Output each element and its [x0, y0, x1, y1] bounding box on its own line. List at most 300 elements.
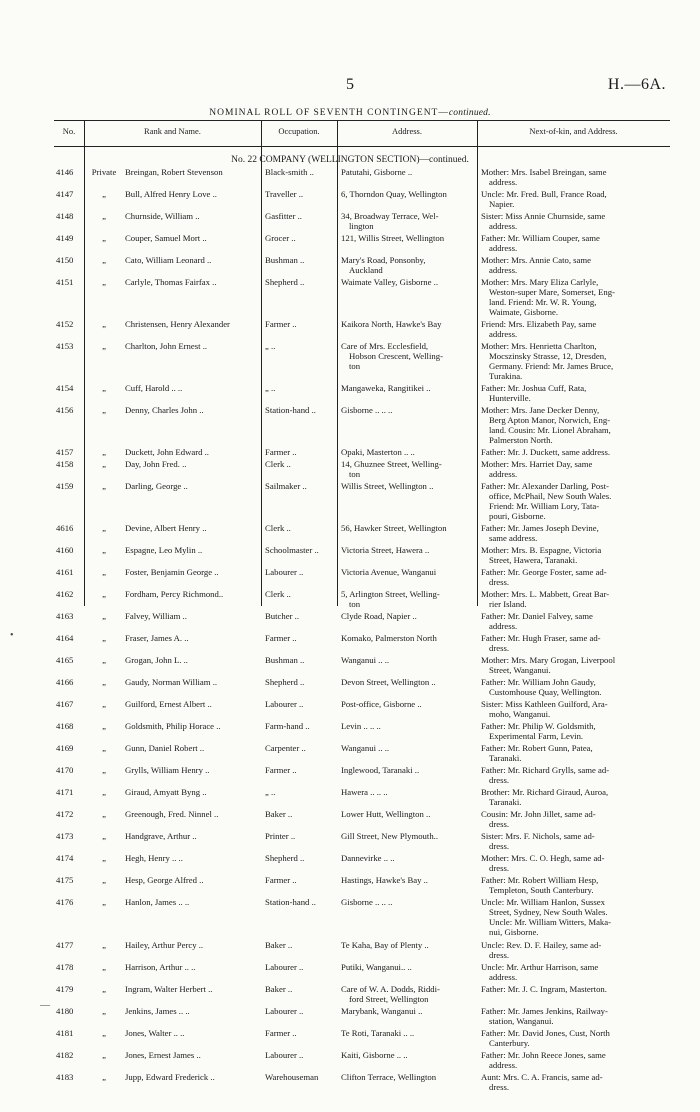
address: [341, 167, 475, 177]
next-of-kin: [481, 383, 669, 403]
occupation: Farmer ..: [265, 1027, 297, 1038]
address-line: 6, Thorndon Quay, Wellington: [341, 189, 447, 199]
next-of-kin-line: address.: [489, 971, 518, 982]
next-of-kin-line: dress.: [489, 863, 510, 874]
occupation: Bushman ..: [265, 255, 305, 265]
next-of-kin: [481, 765, 669, 785]
service-number: 4167: [56, 699, 74, 710]
rank: „: [102, 655, 106, 666]
address: [341, 853, 475, 863]
occupation: Baker ..: [265, 809, 293, 820]
occupation: Labourer ..: [265, 961, 304, 972]
rank: „: [102, 341, 106, 352]
soldier-name: Jones, Walter .. ..: [125, 1027, 185, 1038]
address: [341, 765, 475, 775]
next-of-kin-line: Taranaki.: [489, 753, 522, 764]
address: [341, 875, 475, 885]
address-line: ton: [349, 599, 361, 610]
soldier-name: Guilford, Ernest Albert ..: [125, 699, 212, 710]
service-number: 4151: [56, 277, 74, 287]
soldier-name: Falvey, William ..: [125, 611, 187, 622]
next-of-kin-line: Street, Sydney, New South Wales.: [489, 907, 608, 918]
next-of-kin-line: Father: Mr. Philip W. Goldsmith,: [481, 721, 596, 732]
rank: „: [102, 809, 106, 820]
address-line: Willis Street, Wellington ..: [341, 481, 434, 492]
next-of-kin-line: Father: Mr. George Foster, same ad-: [481, 567, 607, 578]
rank: „: [102, 787, 106, 798]
address-line: Post-office, Gisborne ..: [341, 699, 422, 710]
next-of-kin-line: same address.: [489, 533, 538, 544]
service-number: 4156: [56, 405, 74, 416]
service-number: 4152: [56, 319, 74, 330]
service-number: 4179: [56, 983, 74, 994]
address: [341, 233, 475, 243]
next-of-kin-line: Sister: Miss Kathleen Guilford, Ara-: [481, 699, 608, 710]
rank: „: [102, 1005, 106, 1016]
soldier-name: Espagne, Leo Mylin ..: [125, 545, 203, 556]
address-line: Inglewood, Taranaki ..: [341, 765, 420, 776]
soldier-name: Jenkins, James .. ..: [125, 1005, 190, 1016]
service-number: 4176: [56, 897, 74, 908]
occupation: Labourer ..: [265, 1049, 304, 1060]
occupation: Traveller ..: [265, 189, 304, 199]
address: [341, 189, 475, 199]
service-number: 4157: [56, 447, 74, 458]
next-of-kin-line: Uncle: Mr. Fred. Bull, France Road,: [481, 189, 607, 199]
service-number: 4149: [56, 233, 74, 243]
rank: „: [102, 611, 106, 622]
section-heading: No. 22 COMPANY (WELLINGTON SECTION)—continued.: [231, 155, 469, 165]
next-of-kin-line: Sister: Mrs. F. Nichols, same ad-: [481, 831, 595, 842]
next-of-kin-line: Father: Mr. William Couper, same: [481, 233, 600, 243]
document-title: [0, 108, 700, 118]
soldier-name: Foster, Benjamin George ..: [125, 567, 219, 578]
rank: „: [102, 481, 106, 492]
occupation: Sailmaker ..: [265, 481, 307, 492]
next-of-kin-line: Street, Hawera, Taranaki.: [489, 555, 578, 566]
address: [341, 1050, 475, 1060]
next-of-kin-line: Mother: Mrs. Henrietta Charlton,: [481, 341, 597, 352]
occupation: Farmer ..: [265, 875, 297, 886]
rank: „: [102, 319, 106, 330]
next-of-kin-line: Sister: Miss Annie Churnside, same: [481, 211, 606, 221]
address-line: Levin .. .. ..: [341, 721, 381, 732]
occupation: Clerk ..: [265, 589, 291, 600]
next-of-kin-line: Mocszinsky Strasse, 12, Dresden,: [489, 351, 607, 362]
service-number: 4174: [56, 853, 74, 864]
address: [341, 545, 475, 555]
next-of-kin-line: Weston-super Mare, Somerset, Eng-: [489, 287, 615, 297]
address: [341, 447, 475, 457]
service-number: 4182: [56, 1049, 74, 1060]
next-of-kin-line: Hunterville.: [489, 393, 531, 404]
service-number: 4172: [56, 809, 74, 820]
occupation: Black-smith ..: [265, 167, 314, 177]
address-line: Hobson Crescent, Welling-: [349, 351, 443, 362]
address: [341, 699, 475, 709]
occupation: Farmer ..: [265, 765, 297, 776]
soldier-name: Gunn, Daniel Robert ..: [125, 743, 205, 754]
next-of-kin-line: Uncle: Mr. William Witters, Maka-: [489, 917, 612, 928]
next-of-kin: [481, 1072, 669, 1092]
address-line: Kaikora North, Hawke's Bay: [341, 319, 442, 330]
next-of-kin: [481, 655, 669, 675]
soldier-name: Breingan, Robert Stevenson: [125, 167, 223, 177]
address-line: Clyde Road, Napier ..: [341, 611, 417, 622]
address-line: Te Roti, Taranaki .. ..: [341, 1027, 415, 1038]
service-number: 4154: [56, 383, 74, 394]
address-line: Hastings, Hawke's Bay ..: [341, 875, 428, 886]
service-number: 4183: [56, 1071, 74, 1082]
soldier-name: Darling, George ..: [125, 481, 188, 492]
column-divider: [477, 120, 478, 606]
address-line: 121, Willis Street, Wellington: [341, 233, 445, 243]
service-number: 4150: [56, 255, 74, 265]
address: [341, 459, 475, 479]
address-line: Patutahi, Gisborne ..: [341, 167, 413, 177]
soldier-name: Jones, Ernest James ..: [125, 1049, 201, 1060]
address-line: 56, Hawker Street, Wellington: [341, 523, 447, 534]
address-line: ton: [349, 361, 361, 372]
address-line: 14, Ghuznee Street, Welling-: [341, 459, 442, 470]
next-of-kin-line: Mother: Mrs. Mary Grogan, Liverpool: [481, 655, 616, 666]
rank: „: [102, 277, 106, 287]
address-line: Devon Street, Wellington ..: [341, 677, 436, 688]
next-of-kin-line: Street, Wanganui.: [489, 665, 551, 676]
soldier-name: Christensen, Henry Alexander: [125, 319, 230, 330]
address-line: Lower Hutt, Wellington ..: [341, 809, 431, 820]
address-line: 34, Broadway Terrace, Wel-: [341, 211, 439, 221]
address: [341, 897, 475, 907]
service-number: 4162: [56, 589, 74, 600]
address-line: Dannevirke .. ..: [341, 853, 395, 864]
next-of-kin: [481, 699, 669, 719]
occupation: Bushman ..: [265, 655, 305, 666]
rank: „: [102, 897, 106, 908]
service-number: 4178: [56, 961, 74, 972]
next-of-kin: [481, 853, 669, 873]
next-of-kin-line: Father: Mr. Joshua Cuff, Rata,: [481, 383, 587, 394]
next-of-kin-line: Mother: Mrs. Mary Eliza Carlyle,: [481, 277, 599, 287]
address-line: Waimate Valley, Gisborne ..: [341, 277, 439, 287]
rank: „: [102, 875, 106, 886]
occupation: Farm-hand ..: [265, 721, 310, 732]
soldier-name: Jupp, Edward Frederick ..: [125, 1071, 215, 1082]
next-of-kin-line: address.: [489, 469, 518, 480]
service-number: 4173: [56, 831, 74, 842]
next-of-kin-line: Germany. Friend: Mr. James Bruce,: [489, 361, 614, 372]
next-of-kin-line: Palmerston North.: [489, 435, 553, 446]
service-number: 4146: [56, 167, 74, 177]
address-line: Wanganui .. ..: [341, 743, 390, 754]
table-top-rule: [54, 120, 670, 121]
service-number: 4181: [56, 1027, 74, 1038]
rank: „: [102, 699, 106, 710]
address-line: Care of W. A. Dodds, Riddi-: [341, 983, 440, 994]
occupation: Shepherd ..: [265, 853, 305, 864]
address-line: Gisborne .. .. ..: [341, 897, 393, 908]
next-of-kin-line: Templeton, South Canterbury.: [489, 885, 594, 896]
next-of-kin-line: dress.: [489, 775, 510, 786]
soldier-name: Greenough, Fred. Ninnel ..: [125, 809, 219, 820]
next-of-kin-line: Mother: Mrs. L. Mabbett, Great Bar-: [481, 589, 610, 600]
next-of-kin-line: Father: Mr. James Joseph Devine,: [481, 523, 599, 534]
margin-mark: •: [10, 630, 14, 641]
page-reference: H.—6A.: [607, 76, 666, 93]
next-of-kin: [481, 809, 669, 829]
next-of-kin: [481, 211, 669, 231]
column-divider: [84, 120, 85, 606]
title-main: NOMINAL ROLL OF SEVENTH CONTINGENT—: [209, 108, 449, 118]
address: [341, 341, 475, 371]
soldier-name: Hailey, Arthur Percy ..: [125, 939, 204, 950]
soldier-name: Cuff, Harold .. ..: [125, 383, 183, 394]
occupation: Clerk ..: [265, 523, 291, 534]
address-line: Victoria Avenue, Wanganui: [341, 567, 437, 578]
next-of-kin-line: Customhouse Quay, Wellington.: [489, 687, 602, 698]
next-of-kin: [481, 611, 669, 631]
next-of-kin: [481, 743, 669, 763]
occupation: Warehouseman: [265, 1071, 319, 1082]
next-of-kin: [481, 1028, 669, 1048]
rank: „: [102, 383, 106, 394]
margin-mark: ―: [40, 1000, 50, 1011]
occupation: „ ..: [265, 341, 276, 352]
occupation: Baker ..: [265, 983, 293, 994]
column-header-rank-name: Rank and Name.: [144, 126, 201, 136]
next-of-kin-line: Mother: Mrs. Harriet Day, same: [481, 459, 593, 470]
address: [341, 211, 475, 231]
service-number: 4161: [56, 567, 74, 578]
address-line: Hawera .. .. ..: [341, 787, 388, 798]
next-of-kin-line: dress.: [489, 841, 510, 852]
rank: „: [102, 459, 106, 470]
address-line: Wanganui .. ..: [341, 655, 390, 666]
soldier-name: Gaudy, Norman William ..: [125, 677, 218, 688]
address: [341, 1072, 475, 1082]
next-of-kin-line: Mother: Mrs. C. O. Hegh, same ad-: [481, 853, 605, 864]
rank: „: [102, 567, 106, 578]
address: [341, 383, 475, 393]
rank: „: [102, 743, 106, 754]
next-of-kin-line: Mother: Mrs. Jane Decker Denny,: [481, 405, 600, 416]
address-line: Gill Street, New Plymouth..: [341, 831, 439, 842]
next-of-kin-line: Father: Mr. Daniel Falvey, same: [481, 611, 593, 622]
column-header-next-of-kin: Next-of-kin, and Address.: [529, 126, 618, 136]
next-of-kin-line: dress.: [489, 643, 510, 654]
next-of-kin-line: address.: [489, 243, 518, 253]
next-of-kin-line: dress.: [489, 819, 510, 830]
next-of-kin-line: dress.: [489, 949, 510, 960]
address: [341, 405, 475, 415]
soldier-name: Cato, William Leonard ..: [125, 255, 212, 265]
occupation: Shepherd ..: [265, 677, 305, 688]
next-of-kin-line: address.: [489, 265, 518, 275]
address: [341, 721, 475, 731]
address-line: Mary's Road, Ponsonby,: [341, 255, 426, 265]
column-divider: [337, 120, 338, 606]
soldier-name: Grylls, William Henry ..: [125, 765, 210, 776]
soldier-name: Devine, Albert Henry ..: [125, 523, 207, 534]
rank: „: [102, 447, 106, 458]
next-of-kin-line: address.: [489, 177, 518, 187]
address: [341, 809, 475, 819]
service-number: 4148: [56, 211, 74, 221]
occupation: Labourer ..: [265, 1005, 304, 1016]
service-number: 4170: [56, 765, 74, 776]
service-number: 4164: [56, 633, 74, 644]
occupation: Butcher ..: [265, 611, 300, 622]
next-of-kin: [481, 319, 669, 339]
next-of-kin: [481, 405, 669, 445]
address-line: Te Kaha, Bay of Plenty ..: [341, 939, 429, 950]
address: [341, 962, 475, 972]
address: [341, 523, 475, 533]
address-line: Marybank, Wanganui ..: [341, 1005, 423, 1016]
service-number: 4616: [56, 523, 74, 534]
next-of-kin: [481, 1050, 669, 1070]
next-of-kin-line: Brother: Mr. Richard Giraud, Auroa,: [481, 787, 609, 798]
next-of-kin-line: Friend: Mr. William Lory, Tata-: [489, 501, 600, 512]
next-of-kin: [481, 984, 669, 994]
next-of-kin-line: Berg Apton Manor, Norwich, Eng-: [489, 415, 611, 426]
address-line: Putiki, Wanganui.. ..: [341, 961, 412, 972]
occupation: Schoolmaster ..: [265, 545, 319, 556]
next-of-kin-line: Father: Mr. John Reece Jones, same: [481, 1049, 606, 1060]
service-number: 4153: [56, 341, 74, 352]
address: [341, 319, 475, 329]
next-of-kin-line: Taranaki.: [489, 797, 522, 808]
occupation: Baker ..: [265, 939, 293, 950]
occupation: Gasfitter ..: [265, 211, 302, 221]
address-line: Kaiti, Gisborne .. ..: [341, 1049, 408, 1060]
soldier-name: Day, John Fred. ..: [125, 459, 187, 470]
next-of-kin-line: land. Cousin: Mr. Lionel Abraham,: [489, 425, 611, 436]
service-number: 4175: [56, 875, 74, 886]
service-number: 4169: [56, 743, 74, 754]
next-of-kin: [481, 447, 669, 457]
rank: „: [102, 831, 106, 842]
address-line: Komako, Palmerston North: [341, 633, 437, 644]
address: [341, 255, 475, 275]
next-of-kin-line: Father: Mr. David Jones, Cust, North: [481, 1027, 610, 1038]
service-number: 4171: [56, 787, 74, 798]
rank: „: [102, 405, 106, 416]
soldier-name: Fraser, James A. ..: [125, 633, 189, 644]
next-of-kin-line: Waimate, Gisborne.: [489, 307, 559, 317]
title-suffix: continued.: [448, 108, 491, 118]
occupation: „ ..: [265, 787, 276, 798]
next-of-kin-line: office, McPhail, New South Wales.: [489, 491, 612, 502]
next-of-kin-line: Turakina.: [489, 371, 523, 382]
next-of-kin: [481, 962, 669, 982]
next-of-kin-line: Father: Mr. Richard Grylls, same ad-: [481, 765, 610, 776]
address: [341, 567, 475, 577]
rank: „: [102, 677, 106, 688]
occupation: Farmer ..: [265, 633, 297, 644]
rank: „: [102, 983, 106, 994]
next-of-kin: [481, 1006, 669, 1026]
column-divider: [261, 120, 262, 606]
next-of-kin-line: moho, Wanganui.: [489, 709, 551, 720]
next-of-kin-line: Experimental Farm, Levin.: [489, 731, 584, 742]
rank: „: [102, 853, 106, 864]
address: [341, 589, 475, 609]
next-of-kin: [481, 897, 669, 937]
address: [341, 611, 475, 621]
service-number: 4166: [56, 677, 74, 688]
address: [341, 940, 475, 950]
rank: „: [102, 939, 106, 950]
soldier-name: Goldsmith, Philip Horace ..: [125, 721, 221, 732]
next-of-kin-line: address.: [489, 221, 518, 231]
next-of-kin-line: Father: Mr. Hugh Fraser, same ad-: [481, 633, 601, 644]
soldier-name: Carlyle, Thomas Fairfax ..: [125, 277, 217, 287]
next-of-kin: [481, 233, 669, 253]
next-of-kin-line: Father: Mr. Robert Gunn, Patea,: [481, 743, 593, 754]
rank: „: [102, 961, 106, 972]
occupation: Printer ..: [265, 831, 296, 842]
address-line: Victoria Street, Hawera ..: [341, 545, 430, 556]
address: [341, 481, 475, 491]
next-of-kin-line: pouri, Gisborne.: [489, 511, 546, 522]
next-of-kin: [481, 787, 669, 807]
next-of-kin-line: nui, Gisborne.: [489, 927, 539, 938]
soldier-name: Giraud, Amyatt Byng ..: [125, 787, 207, 798]
address-line: ford Street, Wellington: [349, 993, 429, 1004]
service-number: 4158: [56, 459, 74, 470]
soldier-name: Ingram, Walter Herbert ..: [125, 983, 213, 994]
address-line: Mangaweka, Rangitikei ..: [341, 383, 431, 394]
rank: „: [102, 545, 106, 556]
next-of-kin-line: Father: Mr. William John Gaudy,: [481, 677, 596, 688]
next-of-kin-line: land. Friend: Mr. W. R. Young,: [489, 297, 597, 307]
service-number: 4147: [56, 189, 74, 199]
soldier-name: Denny, Charles John ..: [125, 405, 204, 416]
soldier-name: Hanlon, James .. ..: [125, 897, 190, 908]
occupation: Shepherd ..: [265, 277, 305, 287]
rank: „: [102, 589, 106, 600]
column-header-address: Address.: [392, 126, 422, 136]
rank: „: [102, 1049, 106, 1060]
soldier-name: Charlton, John Ernest ..: [125, 341, 208, 352]
next-of-kin-line: Mother: Mrs. Isabel Breingan, same: [481, 167, 607, 177]
soldier-name: Harrison, Arthur .. ..: [125, 961, 196, 972]
next-of-kin-line: Mother: Mrs. B. Espagne, Victoria: [481, 545, 602, 556]
service-number: 4165: [56, 655, 74, 666]
address: [341, 831, 475, 841]
address: [341, 633, 475, 643]
rank: „: [102, 255, 106, 265]
occupation: Clerk ..: [265, 459, 291, 470]
address-line: ton: [349, 469, 361, 480]
occupation: Labourer ..: [265, 699, 304, 710]
next-of-kin: [481, 940, 669, 960]
column-header-occupation: Occupation.: [278, 126, 320, 136]
address-line: Care of Mrs. Ecclesfield,: [341, 341, 429, 352]
soldier-name: Duckett, John Edward ..: [125, 447, 209, 458]
next-of-kin-line: Father: Mr. James Jenkins, Railway-: [481, 1005, 608, 1016]
next-of-kin: [481, 633, 669, 653]
service-number: 4177: [56, 939, 74, 950]
next-of-kin-line: rier Island.: [489, 599, 527, 610]
next-of-kin-line: Cousin: Mr. John Jillet, same ad-: [481, 809, 596, 820]
next-of-kin: [481, 459, 669, 479]
next-of-kin: [481, 589, 669, 609]
soldier-name: Grogan, John L. ..: [125, 655, 188, 666]
next-of-kin-line: address.: [489, 621, 518, 632]
occupation: Station-hand ..: [265, 405, 316, 416]
